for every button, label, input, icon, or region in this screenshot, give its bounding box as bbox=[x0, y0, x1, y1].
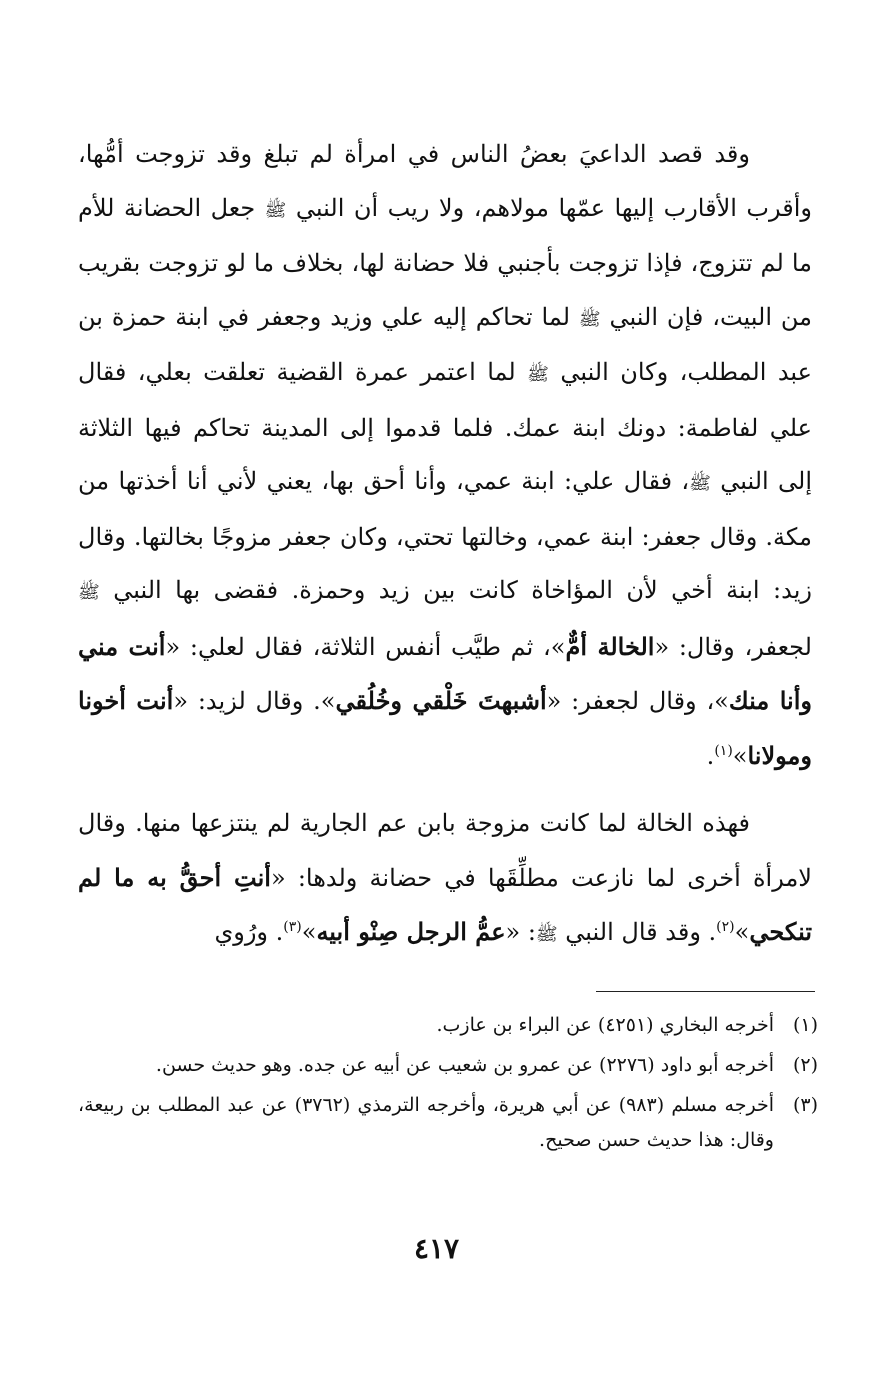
text-run: جعل الحضانة للأم ما لم تتزوج، فإذا تزوجت بأجنبي فلا حضانة لها، بخلاف ما لو تزوجت بقريب من البيت، فإن النبي bbox=[78, 193, 812, 331]
salutation-glyph: ﷺ bbox=[689, 473, 711, 494]
footnote-divider bbox=[596, 991, 815, 992]
hadith-quote: أنت أخونا ومولانا bbox=[78, 686, 812, 770]
footnote-item bbox=[78, 1088, 818, 1158]
text-run: »، ثم طيَّب أنفس الثلاثة، فقال لعلي: « bbox=[165, 632, 566, 661]
footnote-item bbox=[78, 1008, 818, 1043]
salutation-glyph: ﷺ bbox=[264, 199, 287, 221]
text-run: لما تحاكم إليه علي وزيد وجعفر في ابنة حمزة بن عبد المطلب، وكان النبي bbox=[78, 302, 812, 386]
salutation-glyph: ﷺ bbox=[527, 364, 549, 385]
text-run: . ورُوي bbox=[214, 918, 284, 946]
paragraph bbox=[78, 128, 812, 783]
footnote-text: أخرجه أبو داود (٢٢٧٦) عن عمرو بن شعيب عن أبيه عن جده. وهو حديث حسن. bbox=[155, 1054, 774, 1076]
text-run: »، وقال لجعفر: « bbox=[546, 687, 729, 715]
footnote-reference: (٢) bbox=[716, 919, 735, 935]
text-run: : « bbox=[505, 918, 536, 946]
text-run: ، فقال علي: ابنة عمي، وأنا أحق بها، يعني لأني أنا أخذتها من مكة. وقال جعفر: ابنة عمي، وخالتها تحتي، وكان جعفر مزوجًا بخالتها. وقال زيد: ابنة أخي لأن المؤاخاة كانت بين زيد وحمزة. فقضى بها النبي bbox=[78, 467, 812, 604]
paragraph bbox=[78, 797, 812, 962]
main-text bbox=[78, 128, 812, 962]
hadith-quote: أنتِ أحقُّ به ما لم تنكحي bbox=[78, 862, 812, 946]
footnote-number: (٣) bbox=[792, 1094, 818, 1116]
footnote-text: أخرجه البخاري (٤٢٥١) عن البراء بن عازب. bbox=[436, 1014, 774, 1036]
salutation-glyph: ﷺ bbox=[578, 308, 601, 330]
footnote-item bbox=[78, 1048, 818, 1083]
text-run: » bbox=[732, 741, 748, 770]
footnote-reference: (١) bbox=[714, 742, 733, 759]
footnote-text: أخرجه مسلم (٩٨٣) عن أبي هريرة، وأخرجه الترمذي (٣٧٦٢) عن عبد المطلب بن ربيعة، وقال: هذا حديث حسن صحيح. bbox=[78, 1094, 774, 1151]
salutation-glyph: ﷺ bbox=[535, 924, 558, 945]
hadith-quote: الخالة أمٌّ bbox=[565, 631, 655, 661]
text-run: » bbox=[301, 918, 317, 946]
salutation-glyph: ﷺ bbox=[78, 582, 100, 603]
text-run: . bbox=[706, 741, 715, 770]
text-run: لما اعتمر عمرة القضية تعلقت بعلي، فقال علي لفاطمة: دونك ابنة عمك. فلما قدموا إلى المدينة تحاكم فيها الثلاثة إلى النبي bbox=[78, 358, 812, 495]
text-run: » bbox=[734, 918, 750, 946]
hadith-quote: عمُّ الرجل صِنْو أبيه bbox=[316, 917, 506, 946]
footnote-reference: (٣) bbox=[283, 919, 302, 935]
text-run: . وقد قال النبي bbox=[557, 918, 717, 946]
hadith-quote: أشبهتَ خَلْقي وخُلُقي bbox=[335, 686, 547, 715]
footnotes bbox=[78, 1008, 818, 1163]
footnote-number: (١) bbox=[792, 1014, 818, 1036]
text-run: فهذه الخالة لما كانت مزوجة بابن عم الجارية لم ينتزعها منها. وقال لامرأة أخرى لما نازعت مطلِّقَها في حضانة ولدها: « bbox=[78, 809, 812, 892]
footnote-number: (٢) bbox=[792, 1054, 818, 1076]
text-run: ». وقال لزيد: « bbox=[173, 687, 336, 715]
hadith-quote: أنت مني وأنا منك bbox=[78, 631, 812, 715]
page-number: ٤١٧ bbox=[413, 1232, 460, 1265]
text-run: وقد قصد الداعيَ بعضُ الناس في امرأة لم تبلغ وقد تزوجت أمُّها، وأقرب الأقارب إليها عمّها مولاهم، ولا ريب أن النبي bbox=[78, 140, 812, 222]
text-run: لجعفر، وقال: « bbox=[654, 632, 812, 661]
